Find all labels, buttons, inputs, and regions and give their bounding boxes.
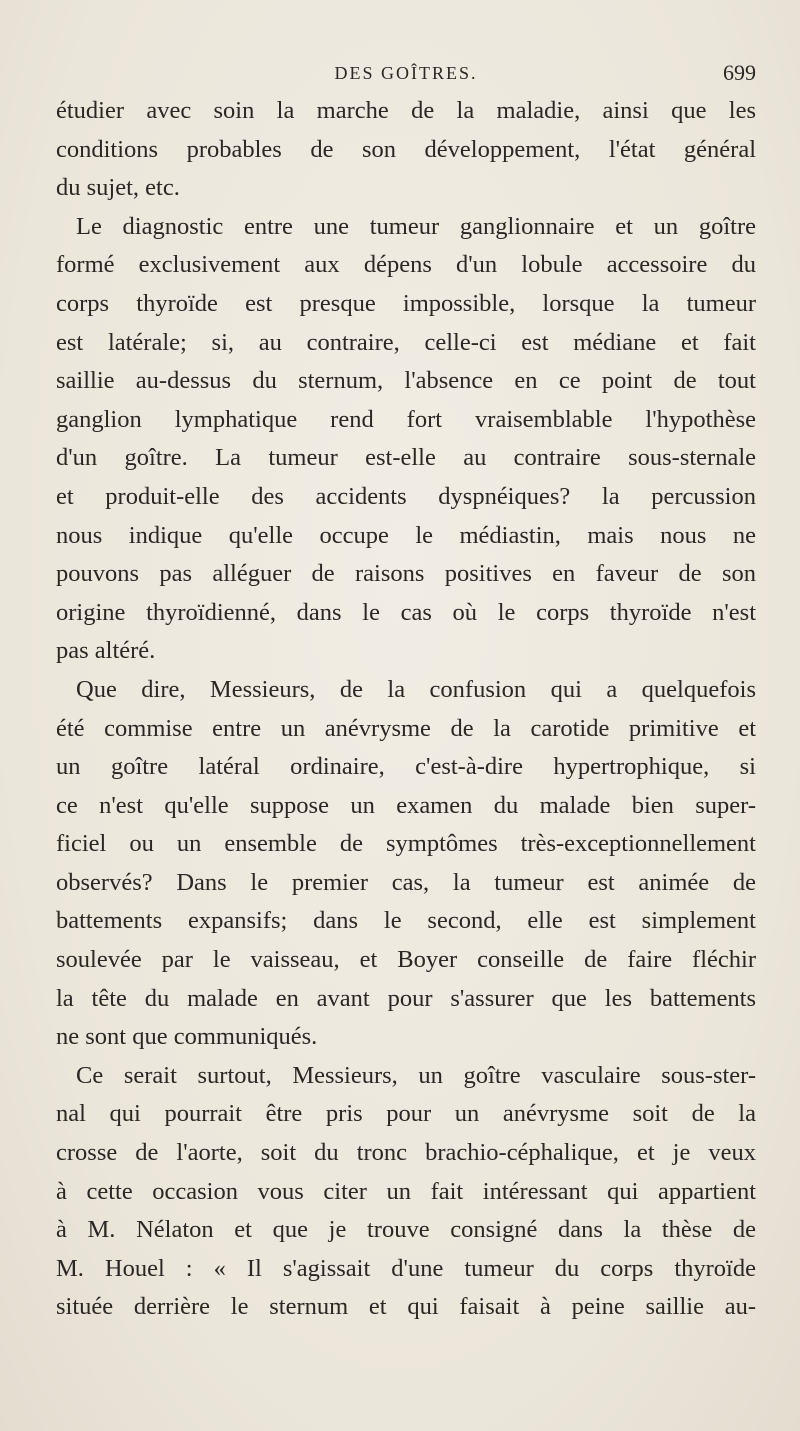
text-line: pas altéré. [56,637,156,665]
text-line: soulevée par le vaisseau, et Boyer conseille de faire fléchir [56,946,756,974]
text-line: conditions probables de son développement, l'état général [56,135,756,163]
body-text [56,92,756,1327]
text-line: située derrière le sternum et qui faisait à peine saillie au- [56,1293,756,1321]
text-line: origine thyroïdienné, dans le cas où le corps thyroïde n'est [56,598,756,626]
text-line: Ce serait surtout, Messieurs, un goître vasculaire sous-ster- [76,1061,756,1089]
text-line: Le diagnostic entre une tumeur ganglionnaire et un goître [76,212,756,240]
text-line: un goître latéral ordinaire, c'est-à-dire hypertrophique, si [56,753,756,781]
text-line: nal qui pourrait être pris pour un anévrysme soit de la [56,1100,756,1128]
text-line: pouvons pas alléguer de raisons positives en faveur de son [56,560,756,588]
text-line: du sujet, etc. [56,174,180,202]
text-line: formé exclusivement aux dépens d'un lobule accessoire du [56,251,756,279]
text-line: observés? Dans le premier cas, la tumeur est animée de [56,868,756,896]
text-line: d'un goître. La tumeur est-elle au contraire sous-sternale [56,444,756,472]
text-line: à M. Nélaton et que je trouve consigné dans la thèse de [56,1216,756,1244]
text-line: crosse de l'aorte, soit du tronc brachio-céphalique, et je veux [56,1139,756,1167]
text-line: saillie au-dessus du sternum, l'absence en ce point de tout [56,367,756,395]
running-head [56,58,756,88]
text-line: et produit-elle des accidents dyspnéiques? la percussion [56,482,756,510]
page-number: 699 [723,60,756,85]
text-line: battements expansifs; dans le second, elle est simplement [56,907,756,935]
text-line: ficiel ou un ensemble de symptômes très-exceptionnellement [56,830,756,858]
text-line: ganglion lymphatique rend fort vraisemblable l'hypothèse [56,405,756,433]
running-title: DES GOÎTRES. [334,63,478,83]
text-line: été commise entre un anévrysme de la carotide primitive et [56,714,756,742]
text-line: est latérale; si, au contraire, celle-ci est médiane et fait [56,328,756,356]
text-line: Que dire, Messieurs, de la confusion qui a quelquefois [76,675,756,703]
text-line: ce n'est qu'elle suppose un examen du malade bien super- [56,791,756,819]
text-line: étudier avec soin la marche de la maladie, ainsi que les [56,97,756,124]
text-line: ne sont que communiqués. [56,1023,318,1051]
text-line: M. Houel : « Il s'agissait d'une tumeur du corps thyroïde [56,1254,756,1282]
text-line: à cette occasion vous citer un fait intéressant qui appartient [56,1177,756,1205]
text-line: la tête du malade en avant pour s'assurer que les battements [56,984,756,1012]
text-line: nous indique qu'elle occupe le médiastin, mais nous ne [56,521,756,549]
text-line: corps thyroïde est presque impossible, lorsque la tumeur [56,289,756,317]
